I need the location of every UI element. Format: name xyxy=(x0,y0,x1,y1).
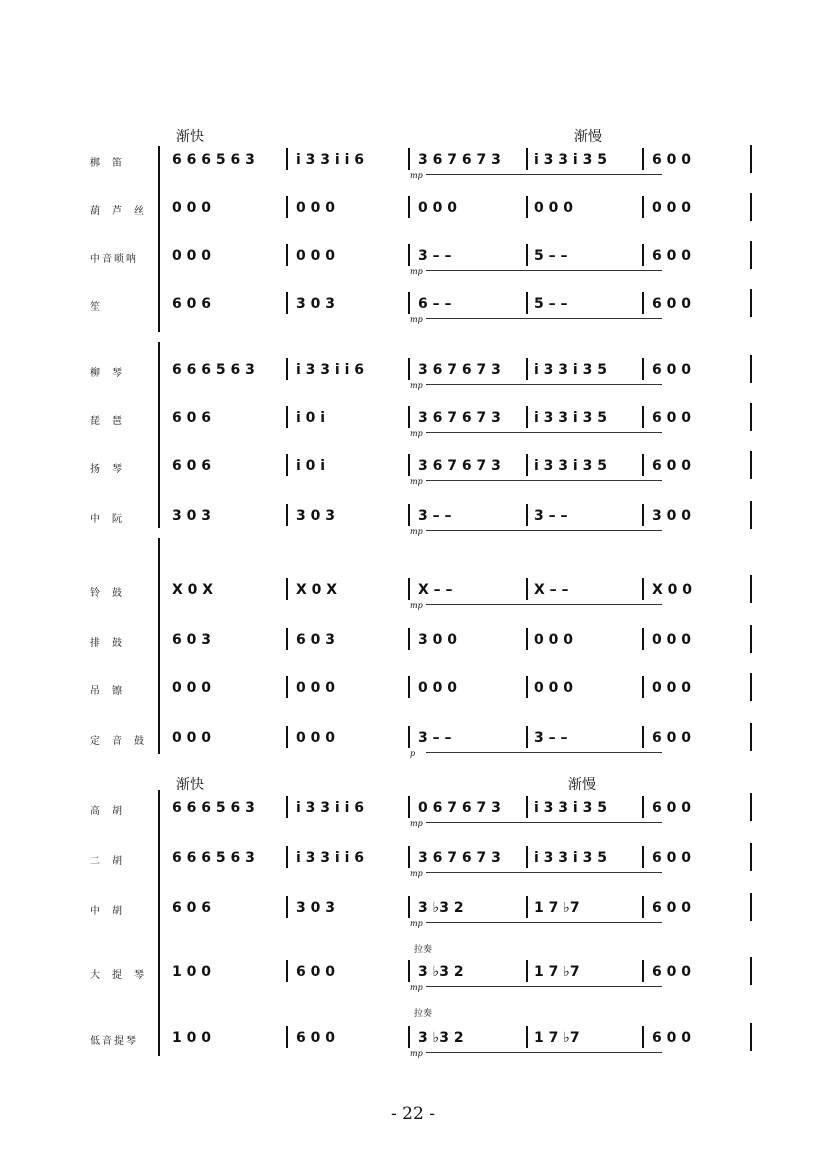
system-end-barline xyxy=(750,241,752,269)
hairpin-line xyxy=(426,318,662,319)
barline xyxy=(526,676,528,698)
measure-1: 3 0 3 xyxy=(172,508,211,524)
measure-4: 1 7 ♭7 xyxy=(534,1030,580,1046)
measure-3: 3 ♭3 2 xyxy=(418,1030,464,1046)
measure-2: 3 0 3 xyxy=(296,296,335,312)
barline xyxy=(526,1026,528,1048)
measure-1: 0 0 0 xyxy=(172,200,211,216)
measure-3: 3 ♭3 2 xyxy=(418,964,464,980)
barline xyxy=(642,1026,644,1048)
system-end-barline xyxy=(750,673,752,701)
barline xyxy=(642,196,644,218)
staff-row xyxy=(0,362,826,392)
measure-5: 0 0 0 xyxy=(652,200,691,216)
measure-3: 3 ♭3 2 xyxy=(418,900,464,916)
barline xyxy=(408,578,410,600)
measure-2: 6 0 0 xyxy=(296,1030,335,1046)
barline xyxy=(526,244,528,266)
measure-2: i 0 i xyxy=(296,410,326,426)
hairpin-line xyxy=(426,432,662,433)
barline xyxy=(286,676,288,698)
tempo-rit-top: 渐慢 xyxy=(574,129,602,145)
instrument-label: 扬琴 xyxy=(90,464,134,475)
measure-4: 5 – – xyxy=(534,296,568,312)
measure-4: 3 – – xyxy=(534,730,568,746)
barline xyxy=(526,406,528,428)
barline xyxy=(286,406,288,428)
measure-2: 3 0 3 xyxy=(296,508,335,524)
measure-1: X 0 X xyxy=(172,582,214,598)
barline xyxy=(408,676,410,698)
staff-row xyxy=(0,410,826,440)
barline xyxy=(408,358,410,380)
measure-3: 3 6 7 6 7 3 xyxy=(418,362,501,378)
staff-row xyxy=(0,582,826,612)
instrument-label: 柳琴 xyxy=(90,368,134,379)
barline xyxy=(642,896,644,918)
barline xyxy=(642,960,644,982)
staff-row xyxy=(0,964,826,994)
system-end-barline xyxy=(750,193,752,221)
measure-4: i 3 3 i 3 5 xyxy=(534,152,607,168)
measure-5: 6 0 0 xyxy=(652,1030,691,1046)
barline xyxy=(642,676,644,698)
hairpin-line xyxy=(426,986,662,987)
measure-5: 0 0 0 xyxy=(652,680,691,696)
staff-row xyxy=(0,850,826,880)
measure-5: 6 0 0 xyxy=(652,458,691,474)
measure-5: X 0 0 xyxy=(652,582,693,598)
measure-5: 6 0 0 xyxy=(652,362,691,378)
measure-3: 0 0 0 xyxy=(418,680,457,696)
system-end-barline xyxy=(750,893,752,921)
hairpin-line xyxy=(426,270,662,271)
hairpin-line xyxy=(426,604,662,605)
dynamic-marking: mp xyxy=(410,527,423,536)
measure-5: 6 0 0 xyxy=(652,850,691,866)
barline xyxy=(526,796,528,818)
staff-row xyxy=(0,248,826,278)
barline xyxy=(286,846,288,868)
instrument-label: 低音提琴 xyxy=(90,1036,138,1047)
measure-3: 3 – – xyxy=(418,508,452,524)
staff-row xyxy=(0,200,826,230)
barline xyxy=(526,960,528,982)
barline xyxy=(526,292,528,314)
instrument-label: 大提琴 xyxy=(90,970,156,981)
barline xyxy=(408,960,410,982)
barline xyxy=(642,846,644,868)
barline xyxy=(286,578,288,600)
barline xyxy=(408,726,410,748)
instrument-label: 铃鼓 xyxy=(90,588,134,599)
dynamic-marking: mp xyxy=(410,477,423,486)
hairpin-line xyxy=(426,480,662,481)
dynamic-marking: mp xyxy=(410,429,423,438)
hairpin-line xyxy=(426,1052,662,1053)
dynamic-marking: mp xyxy=(410,315,423,324)
measure-4: 0 0 0 xyxy=(534,680,573,696)
measure-2: 0 0 0 xyxy=(296,200,335,216)
dynamic-marking: mp xyxy=(410,381,423,390)
barline xyxy=(408,454,410,476)
barline xyxy=(526,726,528,748)
staff-row xyxy=(0,508,826,538)
barline xyxy=(408,244,410,266)
measure-1: 6 0 3 xyxy=(172,632,211,648)
measure-3: X – – xyxy=(418,582,453,598)
barline xyxy=(408,1026,410,1048)
measure-4: 5 – – xyxy=(534,248,568,264)
measure-3: 3 – – xyxy=(418,248,452,264)
technique-bowed-1: 拉奏 xyxy=(414,945,433,955)
tempo-accel-bottom: 渐快 xyxy=(176,777,204,793)
dynamic-marking: mp xyxy=(410,601,423,610)
dynamic-marking: p xyxy=(410,749,416,758)
barline xyxy=(286,628,288,650)
tempo-accel-top: 渐快 xyxy=(176,129,204,145)
dynamic-marking: mp xyxy=(410,171,423,180)
barline xyxy=(286,196,288,218)
system-end-barline xyxy=(750,843,752,871)
system-end-barline xyxy=(750,723,752,751)
staff-row xyxy=(0,1030,826,1060)
barline xyxy=(286,896,288,918)
barline xyxy=(408,406,410,428)
measure-4: 3 – – xyxy=(534,508,568,524)
measure-1: 0 0 0 xyxy=(172,248,211,264)
barline xyxy=(642,796,644,818)
barline xyxy=(526,896,528,918)
instrument-label: 梆笛 xyxy=(90,158,134,169)
hairpin-line xyxy=(426,174,662,175)
dynamic-marking: mp xyxy=(410,267,423,276)
barline xyxy=(286,454,288,476)
measure-3: 6 – – xyxy=(418,296,452,312)
measure-5: 6 0 0 xyxy=(652,800,691,816)
measure-4: i 3 3 i 3 5 xyxy=(534,458,607,474)
measure-4: i 3 3 i 3 5 xyxy=(534,800,607,816)
barline xyxy=(286,796,288,818)
measure-1: 1 0 0 xyxy=(172,1030,211,1046)
instrument-label: 中音唢呐 xyxy=(90,254,138,265)
barline xyxy=(408,796,410,818)
measure-2: X 0 X xyxy=(296,582,338,598)
staff-row xyxy=(0,458,826,488)
instrument-label: 中胡 xyxy=(90,906,134,917)
hairpin-line xyxy=(426,752,662,753)
staff-row xyxy=(0,900,826,930)
measure-1: 6 0 6 xyxy=(172,458,211,474)
measure-5: 6 0 0 xyxy=(652,964,691,980)
measure-4: 1 7 ♭7 xyxy=(534,964,580,980)
measure-2: 6 0 3 xyxy=(296,632,335,648)
measure-2: i 3 3 i i 6 xyxy=(296,850,364,866)
measure-1: 6 6 6 5 6 3 xyxy=(172,152,255,168)
barline xyxy=(286,726,288,748)
hairpin-line xyxy=(426,872,662,873)
dynamic-marking: mp xyxy=(410,819,423,828)
measure-5: 0 0 0 xyxy=(652,632,691,648)
instrument-label: 琵琶 xyxy=(90,416,134,427)
measure-3: 3 0 0 xyxy=(418,632,457,648)
measure-5: 6 0 0 xyxy=(652,410,691,426)
measure-2: 3 0 3 xyxy=(296,900,335,916)
measure-5: 6 0 0 xyxy=(652,900,691,916)
system-end-barline xyxy=(750,575,752,603)
system-end-barline xyxy=(750,355,752,383)
measure-4: i 3 3 i 3 5 xyxy=(534,362,607,378)
staff-row xyxy=(0,296,826,326)
measure-4: i 3 3 i 3 5 xyxy=(534,410,607,426)
measure-2: 0 0 0 xyxy=(296,730,335,746)
tempo-rit-bottom: 渐慢 xyxy=(568,777,596,793)
measure-2: 0 0 0 xyxy=(296,248,335,264)
measure-1: 6 6 6 5 6 3 xyxy=(172,800,255,816)
dynamic-marking: mp xyxy=(410,869,423,878)
barline xyxy=(526,358,528,380)
barline xyxy=(408,628,410,650)
measure-1: 6 6 6 5 6 3 xyxy=(172,362,255,378)
barline xyxy=(286,504,288,526)
barline xyxy=(642,578,644,600)
system-end-barline xyxy=(750,625,752,653)
dynamic-marking: mp xyxy=(410,983,423,992)
barline xyxy=(408,846,410,868)
measure-3: 3 6 7 6 7 3 xyxy=(418,152,501,168)
barline xyxy=(526,454,528,476)
instrument-label: 吊镲 xyxy=(90,686,134,697)
hairpin-line xyxy=(426,530,662,531)
page-number: - 22 - xyxy=(391,1104,435,1124)
system-end-barline xyxy=(750,403,752,431)
measure-3: 0 6 7 6 7 3 xyxy=(418,800,501,816)
staff-row xyxy=(0,730,826,760)
barline xyxy=(286,358,288,380)
measure-1: 6 0 6 xyxy=(172,296,211,312)
system-end-barline xyxy=(750,793,752,821)
instrument-label: 高胡 xyxy=(90,806,134,817)
measure-1: 0 0 0 xyxy=(172,680,211,696)
measure-1: 6 0 6 xyxy=(172,410,211,426)
measure-2: i 3 3 i i 6 xyxy=(296,362,364,378)
system-end-barline xyxy=(750,957,752,985)
barline xyxy=(526,578,528,600)
measure-3: 3 6 7 6 7 3 xyxy=(418,850,501,866)
barline xyxy=(526,148,528,170)
barline xyxy=(286,148,288,170)
measure-1: 6 0 6 xyxy=(172,900,211,916)
measure-1: 6 6 6 5 6 3 xyxy=(172,850,255,866)
instrument-label: 二胡 xyxy=(90,856,134,867)
measure-2: i 3 3 i i 6 xyxy=(296,800,364,816)
staff-row xyxy=(0,800,826,830)
staff-row xyxy=(0,680,826,710)
staff-row xyxy=(0,152,826,182)
instrument-label: 笙 xyxy=(90,302,112,313)
instrument-label: 定音鼓 xyxy=(90,736,156,747)
barline xyxy=(642,406,644,428)
barline xyxy=(526,504,528,526)
barline xyxy=(286,1026,288,1048)
measure-1: 0 0 0 xyxy=(172,730,211,746)
barline xyxy=(642,628,644,650)
barline xyxy=(642,726,644,748)
hairpin-line xyxy=(426,922,662,923)
system-end-barline xyxy=(750,451,752,479)
barline xyxy=(526,846,528,868)
instrument-label: 排鼓 xyxy=(90,638,134,649)
barline xyxy=(526,628,528,650)
measure-2: 0 0 0 xyxy=(296,680,335,696)
measure-2: 6 0 0 xyxy=(296,964,335,980)
barline xyxy=(408,896,410,918)
measure-3: 3 6 7 6 7 3 xyxy=(418,458,501,474)
barline xyxy=(286,960,288,982)
technique-bowed-2: 拉奏 xyxy=(414,1009,433,1019)
instrument-label: 中阮 xyxy=(90,514,134,525)
barline xyxy=(408,504,410,526)
staff-row xyxy=(0,632,826,662)
dynamic-marking: mp xyxy=(410,919,423,928)
system-end-barline xyxy=(750,501,752,529)
measure-4: X – – xyxy=(534,582,569,598)
system-end-barline xyxy=(750,145,752,173)
measure-4: 0 0 0 xyxy=(534,632,573,648)
measure-1: 1 0 0 xyxy=(172,964,211,980)
measure-5: 6 0 0 xyxy=(652,296,691,312)
barline xyxy=(642,148,644,170)
barline xyxy=(642,292,644,314)
hairpin-line xyxy=(426,384,662,385)
measure-5: 6 0 0 xyxy=(652,248,691,264)
barline xyxy=(526,196,528,218)
barline xyxy=(642,504,644,526)
barline xyxy=(408,292,410,314)
hairpin-line xyxy=(426,822,662,823)
barline xyxy=(642,454,644,476)
dynamic-marking: mp xyxy=(410,1049,423,1058)
measure-5: 6 0 0 xyxy=(652,152,691,168)
measure-2: i 3 3 i i 6 xyxy=(296,152,364,168)
measure-3: 3 6 7 6 7 3 xyxy=(418,410,501,426)
barline xyxy=(408,148,410,170)
measure-3: 3 – – xyxy=(418,730,452,746)
measure-5: 6 0 0 xyxy=(652,730,691,746)
measure-4: 0 0 0 xyxy=(534,200,573,216)
system-end-barline xyxy=(750,289,752,317)
measure-2: i 0 i xyxy=(296,458,326,474)
measure-3: 0 0 0 xyxy=(418,200,457,216)
barline xyxy=(286,292,288,314)
barline xyxy=(642,358,644,380)
system-end-barline xyxy=(750,1023,752,1051)
measure-4: i 3 3 i 3 5 xyxy=(534,850,607,866)
barline xyxy=(408,196,410,218)
barline xyxy=(286,244,288,266)
instrument-label: 葫芦丝 xyxy=(90,206,156,217)
measure-5: 3 0 0 xyxy=(652,508,691,524)
measure-4: 1 7 ♭7 xyxy=(534,900,580,916)
barline xyxy=(642,244,644,266)
